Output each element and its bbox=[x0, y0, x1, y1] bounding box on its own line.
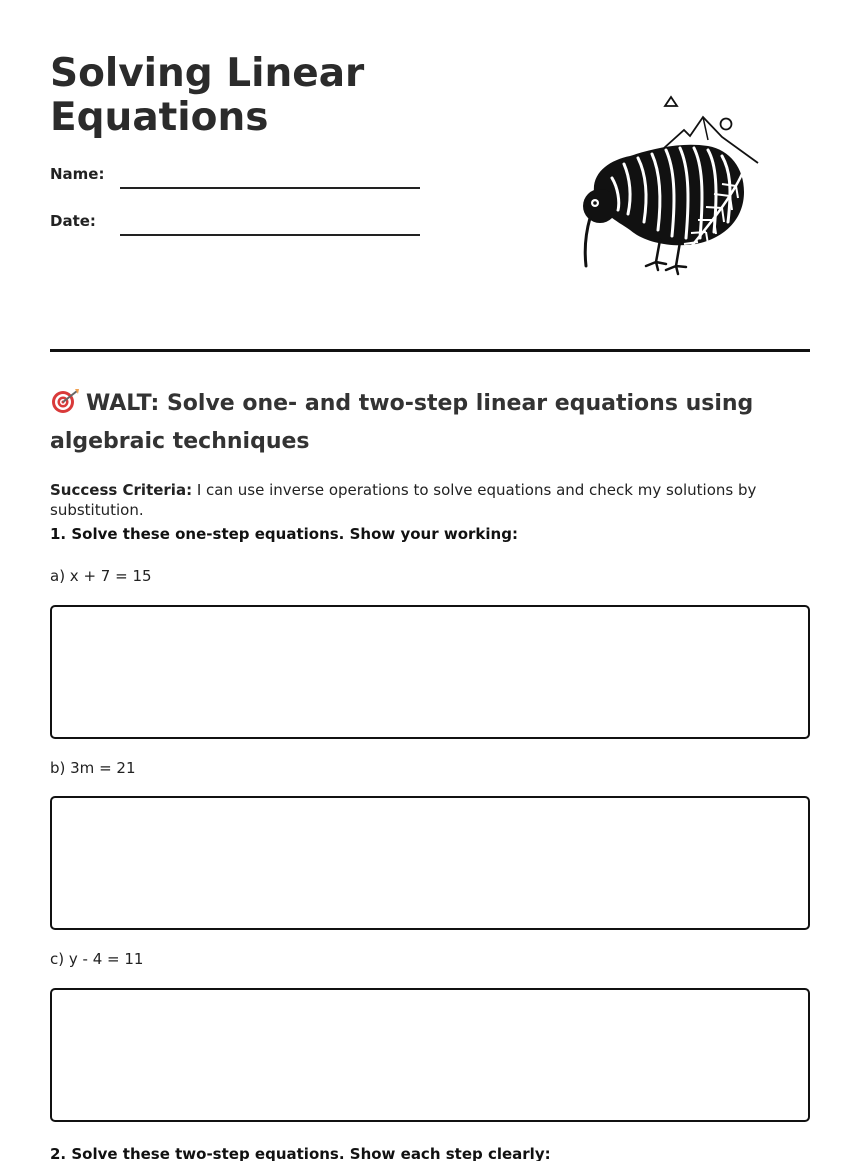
success-criteria bbox=[50, 480, 830, 520]
section1-heading: 1. Solve these one-step equations. Show your working: bbox=[50, 525, 518, 543]
walt-heading bbox=[50, 385, 820, 461]
target-dart-icon bbox=[50, 388, 80, 414]
worksheet-title: Solving Linear Equations bbox=[50, 51, 365, 140]
answer-box-1b[interactable] bbox=[50, 796, 810, 930]
question-1b: b) 3m = 21 bbox=[50, 759, 136, 777]
name-line[interactable] bbox=[120, 187, 420, 189]
date-line[interactable] bbox=[120, 234, 420, 236]
question-1c: c) y - 4 = 11 bbox=[50, 950, 144, 968]
question-1a: a) x + 7 = 15 bbox=[50, 567, 152, 585]
date-label: Date: bbox=[50, 212, 96, 230]
section2-heading: 2. Solve these two-step equations. Show each step clearly: bbox=[50, 1145, 551, 1161]
success-criteria-text: I can use inverse operations to solve equations and check my solutions by substitution. bbox=[50, 481, 757, 519]
name-label: Name: bbox=[50, 165, 105, 183]
success-criteria-label: Success Criteria: bbox=[50, 481, 193, 499]
kiwi-illustration-icon bbox=[572, 92, 764, 276]
walt-text: WALT: Solve one- and two-step linear equations using algebraic techniques bbox=[50, 391, 754, 454]
header-divider bbox=[50, 349, 810, 352]
answer-box-1c[interactable] bbox=[50, 988, 810, 1122]
answer-box-1a[interactable] bbox=[50, 605, 810, 739]
